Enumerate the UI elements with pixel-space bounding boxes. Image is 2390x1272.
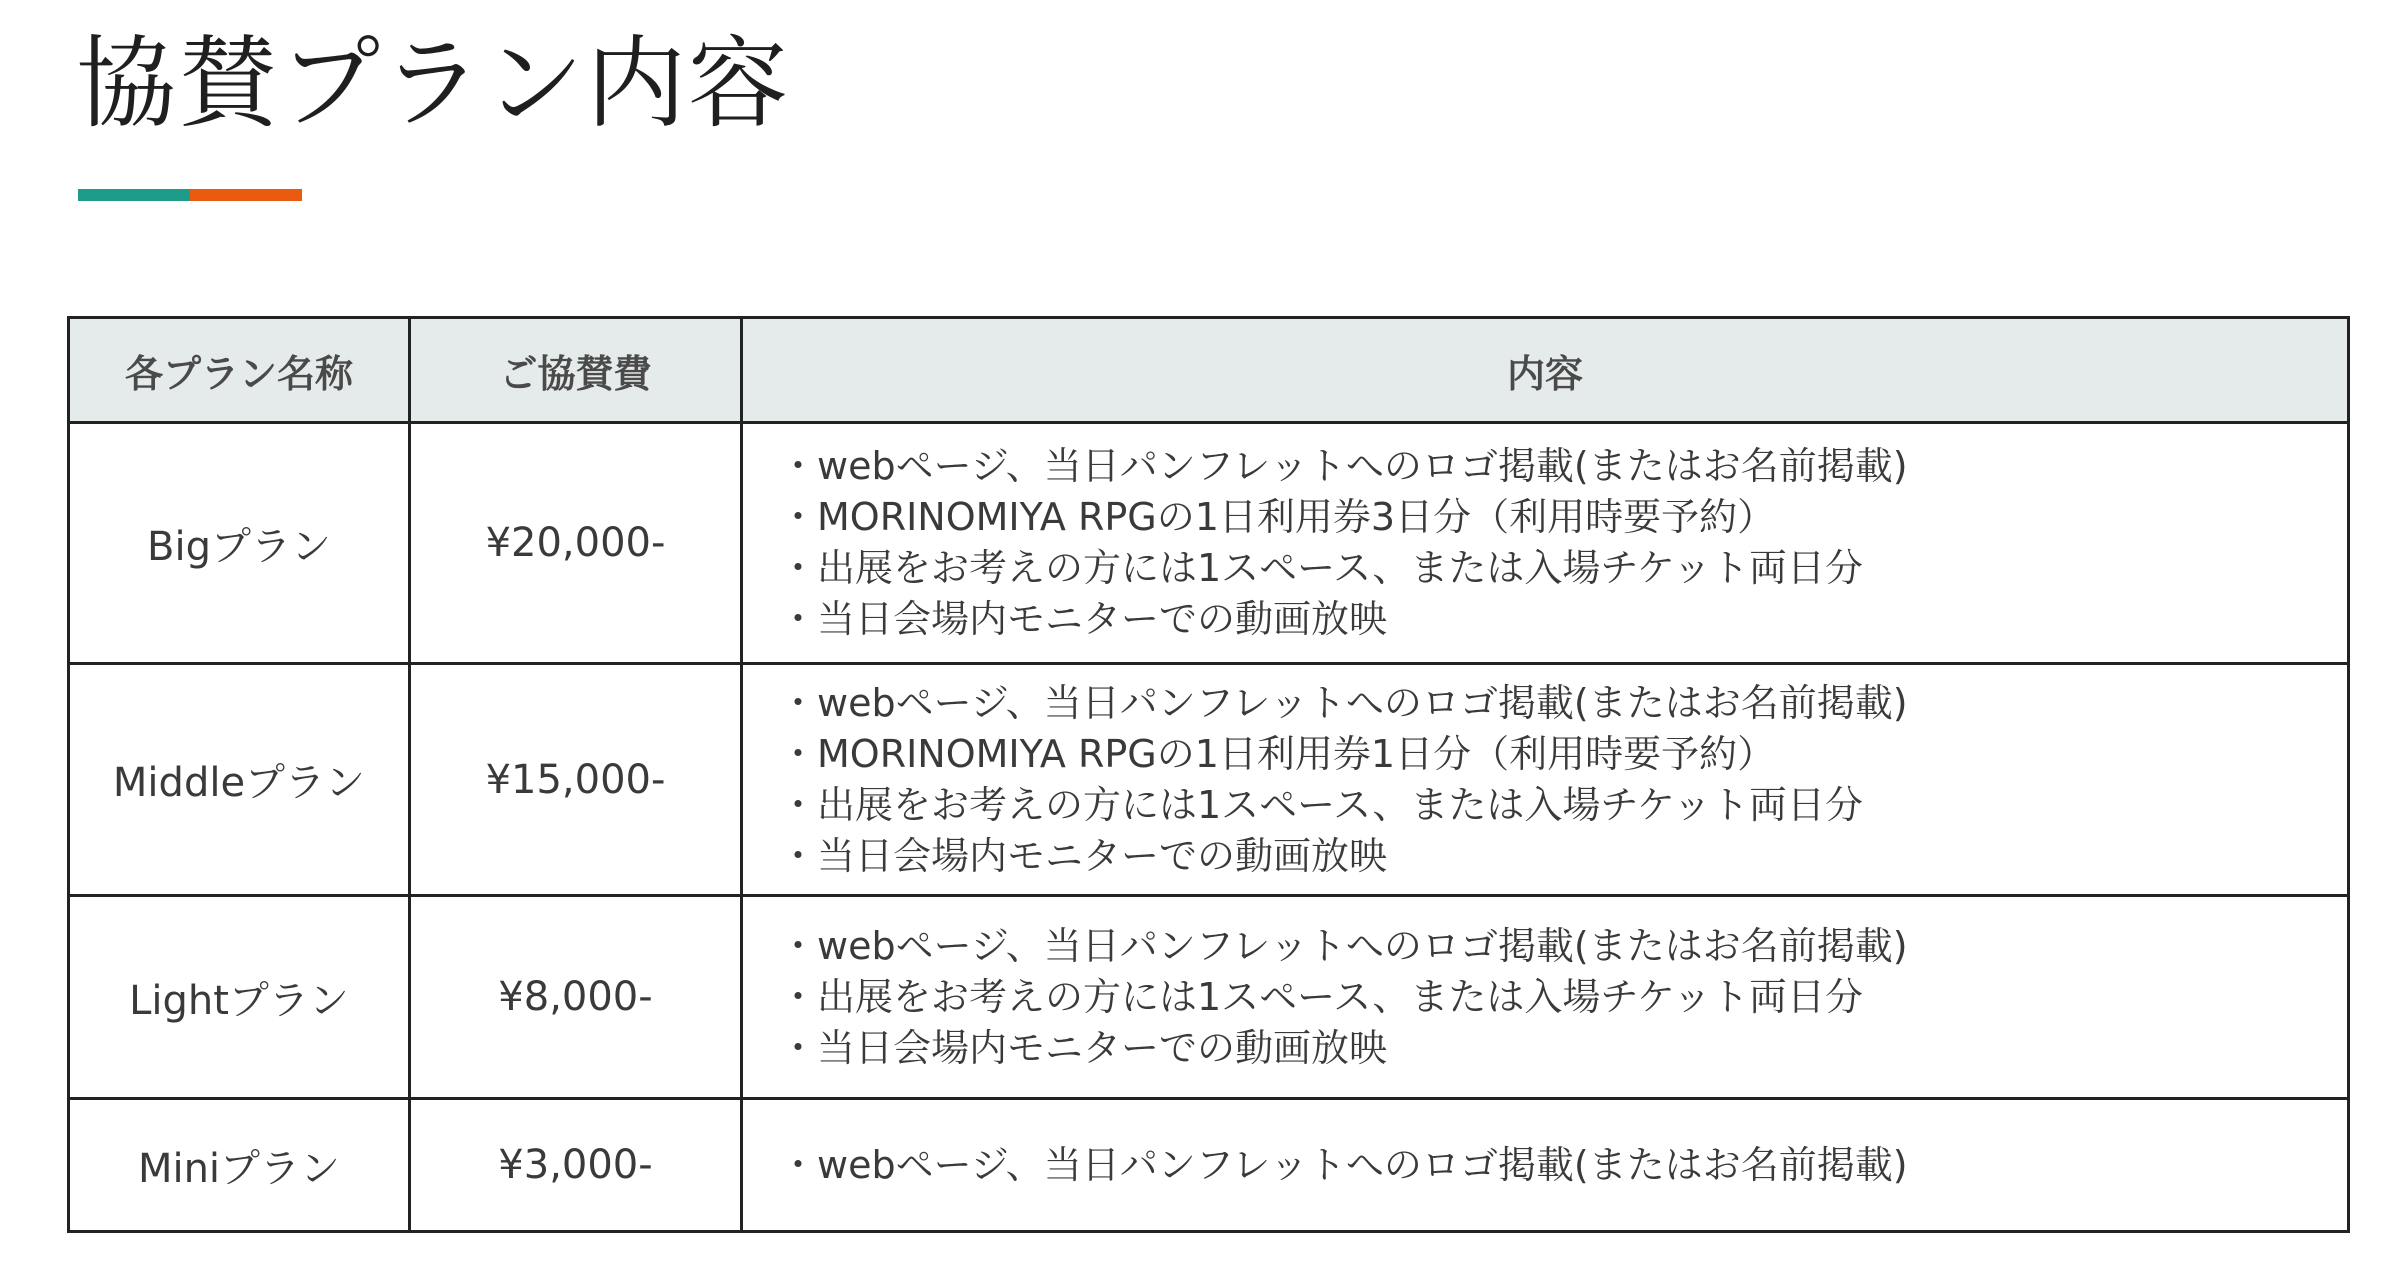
header-plan-name: 各プラン名称 — [69, 318, 410, 423]
table-row-mini-plan — [69, 1099, 2349, 1232]
plan-name: Miniプラン — [69, 1099, 410, 1232]
benefit-item: ・当日会場内モニターでの動画放映 — [779, 1025, 1388, 1070]
benefit-item: ・webページ、当日パンフレットへのロゴ掲載(またはお名前掲載) — [779, 444, 1908, 488]
plan-benefits-list — [779, 921, 2347, 1074]
accent-bar-orange — [190, 189, 302, 201]
benefit-item: ・当日会場内モニターでの動画放映 — [779, 597, 1388, 641]
benefit-item: ・MORINOMIYA RPGの1日利用券1日分（利用時要予約） — [779, 731, 1776, 776]
page-title: 協賛プラン内容 — [76, 25, 790, 142]
benefit-item: ・webページ、当日パンフレットへのロゴ掲載(またはお名前掲載) — [779, 1142, 1908, 1187]
benefit-item: ・MORINOMIYA RPGの1日利用券3日分（利用時要予約） — [779, 495, 1776, 539]
benefit-item: ・webページ、当日パンフレットへのロゴ掲載(またはお名前掲載) — [779, 680, 1908, 725]
benefit-item: ・出展をお考えの方には1スペース、または入場チケット両日分 — [779, 546, 1863, 590]
plan-price: ¥8,000- — [410, 896, 742, 1099]
sponsorship-plans-table — [67, 316, 2350, 1233]
benefit-item: ・出展をお考えの方には1スペース、または入場チケット両日分 — [779, 782, 1863, 827]
header-fee: ご協賛費 — [410, 318, 742, 423]
plan-name: Lightプラン — [69, 896, 410, 1099]
table-row-big-plan — [69, 423, 2349, 664]
plan-benefits-list — [779, 678, 2347, 882]
benefit-item: ・出展をお考えの方には1スペース、または入場チケット両日分 — [779, 974, 1863, 1019]
benefit-item: ・webページ、当日パンフレットへのロゴ掲載(またはお名前掲載) — [779, 923, 1908, 968]
title-accent-bar — [78, 189, 302, 201]
plan-content — [742, 423, 2349, 664]
plan-content — [742, 896, 2349, 1099]
plan-price: ¥15,000- — [410, 664, 742, 896]
plan-benefits-list — [779, 1140, 2347, 1191]
table-row-middle-plan — [69, 664, 2349, 896]
plan-content — [742, 1099, 2349, 1232]
plan-benefits-list — [779, 441, 2347, 645]
plan-name: Middleプラン — [69, 664, 410, 896]
benefit-item: ・当日会場内モニターでの動画放映 — [779, 833, 1388, 878]
table-header-row — [69, 318, 2349, 423]
plan-price: ¥3,000- — [410, 1099, 742, 1232]
accent-bar-teal — [78, 189, 190, 201]
table-row-light-plan — [69, 896, 2349, 1099]
plan-content — [742, 664, 2349, 896]
plan-name: Bigプラン — [69, 423, 410, 664]
plan-price: ¥20,000- — [410, 423, 742, 664]
header-content: 内容 — [742, 318, 2349, 423]
